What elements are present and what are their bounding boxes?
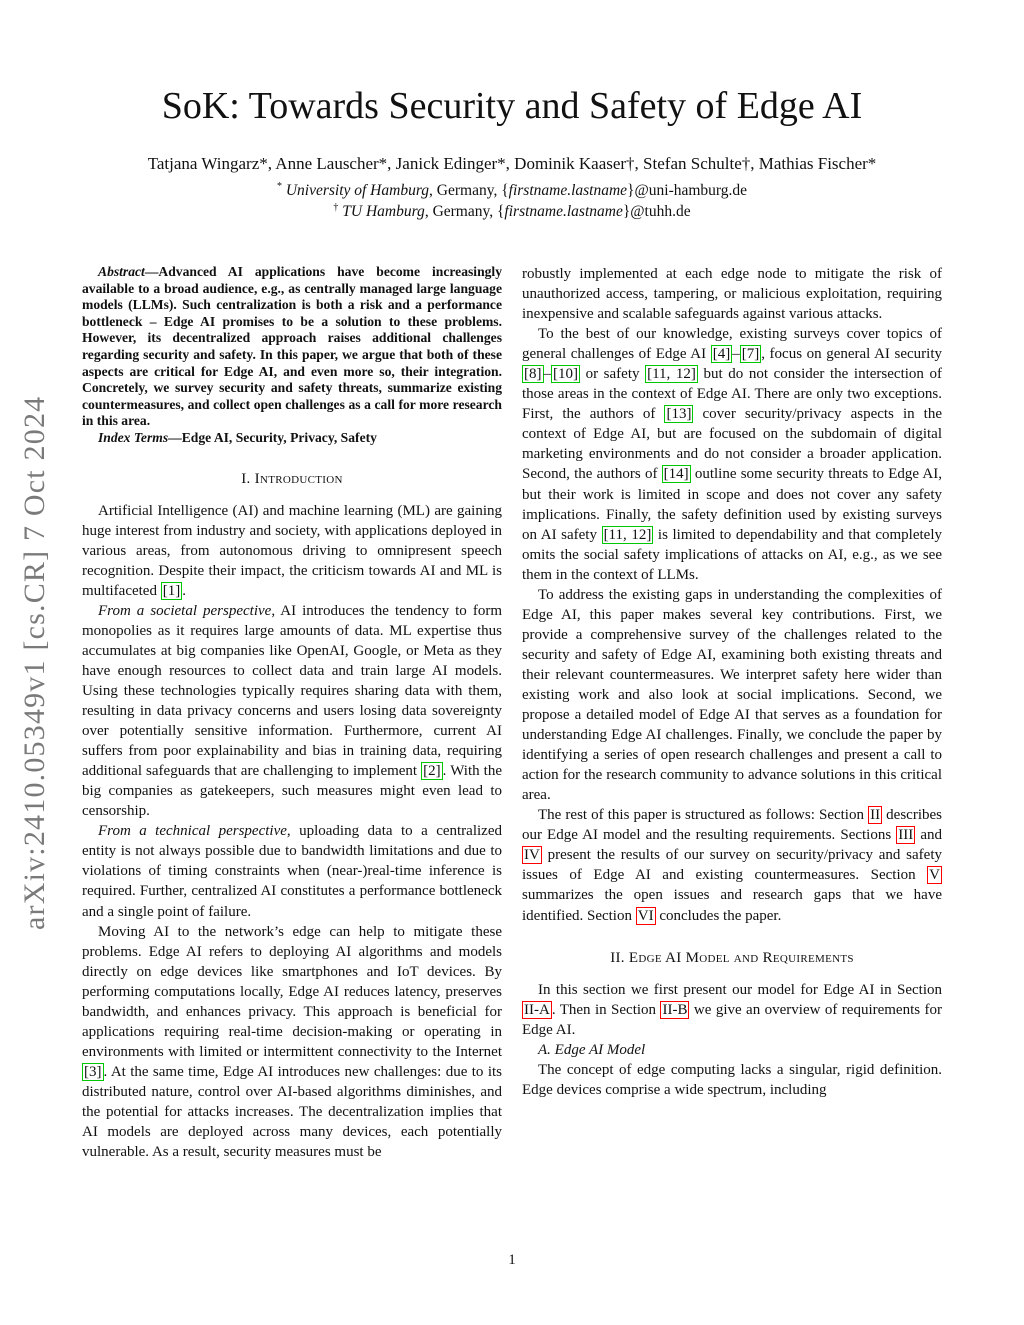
index-terms-label: Index Terms [98,429,169,445]
section-link[interactable]: II-A [524,1001,550,1018]
citation-link[interactable]: [1] [162,582,181,599]
citation-link[interactable]: [10] [553,366,578,383]
paragraph-lead: From a societal perspective [98,602,272,619]
paragraph: To address the existing gaps in understanding the complexities of Edge AI, this paper makes several key contributions. First, we provide a comprehensive survey of the challenges related to the security and safety of Edge AI, examining both existing threats and their relevant countermeasures. We interpret safety here wider than existing work and also look at social implications. Second, we propose a detailed model of Edge AI that serves as a foundation for understanding Edge AI challenges. Finally, we conclude the paper by identifying a series of open research challenges and present a call to action for the research community to advance solutions in this critical area. [522,586,942,804]
email-domain: }@uni-hamburg.de [627,182,748,200]
affiliation-mark: * [276,181,282,192]
paragraph-text: Moving AI to the network’s edge can help to mitigate these problems. Edge AI refers to deploying AI algorithms and models directly on edge devices like smartphones and IoT devices. By performing computations locally, Edge AI reduces latency, preserves bandwidth, and enhances privacy. This approach is beneficial for applications requiring real-time decision-making or operating in environments with limited or intermittent connectivity to the Internet [82,923,502,1060]
index-terms [82,430,502,447]
email-domain: }@tuhh.de [622,203,691,221]
paragraph [82,922,502,1163]
email-pattern: firstname.lastname [504,203,623,221]
paragraph-text: – [543,366,551,383]
citation-link[interactable]: [4] [712,346,731,363]
paragraph-text: we give an overview of requirements for Edge AI. [522,1001,942,1038]
abstract [82,264,502,430]
paragraph-text: but do not consider the intersection of those areas in the context of Edge AI. There are only two exceptions. First, the authors of [522,366,943,423]
paragraph-text: In this section we first present our model for Edge AI in Section [538,981,942,998]
paragraph-text: present the results of our survey on security/privacy and safety issues of Edge AI and existing countermeasures. Section [522,847,942,884]
paragraph-text: To the best of our knowledge, existing surveys cover topics of general challenges of Edge AI [522,326,942,363]
section-link[interactable]: IV [524,847,540,864]
paragraph-text: . Then in Section [551,1001,661,1018]
section-link[interactable]: II [870,807,881,824]
email-pattern: firstname.lastname [508,182,628,200]
paper-title: SoK: Towards Security and Safety of Edge AI [161,85,863,127]
section-link[interactable]: VI [637,907,654,924]
paragraph-text: . With the big companies as gatekeepers, such measures might even lead to censorship. [82,763,502,820]
citation-link[interactable]: [3] [84,1063,102,1080]
paragraph-text: Artificial Intelligence (AI) and machine learning (ML) are gaining huge interest from industry and society, with applications deployed in various areas, from autonomous driving to omnipresent speech recognition. Despite their impact, the criticism towards AI and ML is multifaceted [82,502,502,599]
paragraph-text: concludes the paper. [655,907,782,924]
affiliation-tuhh [0,198,1024,222]
page-number: 1 [508,1252,516,1268]
abstract-label: Abstract [98,264,145,279]
paragraph-lead: From a technical perspective [98,823,287,840]
citation-link[interactable]: [11, 12] [603,526,652,543]
paragraph: The concept of edge computing lacks a singular, rigid definition. Edge devices comprise a wide spectrum, including [522,1061,942,1098]
abstract-text: —Advanced AI applications have become increasingly available to a broad audience, e.g., as centrally managed large language models (LLMs). Such centralization is both a risk and a performance bottleneck – Edge AI promises to be a solution to these problems. However, its decentralized approach raises additional challenges regarding security and safety. In this paper, we argue that both of these aspects are critical for Edge AI, and even more so, their integration. Concretely, we survey security and safety threats, summarize existing countermeasures, and collect open challenges as a call for more research in this area. [82,264,502,429]
index-terms-text: —Edge AI, Security, Privacy, Safety [168,429,377,445]
author-list: Tatjana Wingarz*, Anne Lauscher*, Janick Edinger*, Dominik Kaaser†, Stefan Schulte†, Mathias Fischer* [147,154,877,173]
paragraph-text: and [915,827,942,844]
paragraph [522,805,942,925]
affiliation-rest: , Germany, { [424,203,505,221]
subsection-heading: A. Edge AI Model [538,1041,646,1058]
paragraph [522,980,942,1040]
section-title: Edge AI Model and Requirements [628,949,854,966]
paragraph [82,601,502,822]
section-link[interactable]: V [929,867,940,884]
citation-link[interactable]: [13] [666,406,692,423]
paragraph-text: or safety [580,366,646,383]
citation-link[interactable]: [7] [741,346,760,363]
citation-link[interactable]: [14] [663,466,689,483]
paragraph-text: is limited to dependability and that completely omits the social safety implications of attacks on AI, e.g., as we see them in the context of LLMs. [522,526,942,583]
affiliation-name: University of Hamburg [285,182,430,200]
citation-link[interactable]: [2] [423,763,441,780]
section-link[interactable]: III [898,827,914,844]
paragraph-text: describes our Edge AI model and the resulting requirements. Sections [522,807,942,844]
affiliation-name: TU Hamburg [342,203,425,221]
paragraph [82,821,502,921]
paragraph-text: outline some security threats to Edge AI, but their work is limited in scope and does not cover any safety implications. Finally, the safety definition used by existing surveys on AI safety [522,466,943,543]
section-link[interactable]: II-B [662,1001,688,1018]
paragraph-text: , uploading data to a centralized entity is not always possible due to bandwidth limitations and due to violations of timing constraints when (near-)real-time inference is required. Further, centralized AI constitutes a performance bottleneck and a single point of failure. [82,823,502,920]
section-number: I. [241,470,255,487]
affiliation-mark: † [333,202,339,213]
section-heading-model [522,948,942,968]
section-title: Introduction [254,470,343,487]
citation-link[interactable]: [11, 12] [647,366,696,383]
affiliation-rest: , Germany, { [429,182,509,200]
paragraph [82,501,502,601]
paragraph: robustly implemented at each edge node to mitigate the risk of unauthorized access, tampering, or malicious exploitation, requiring inexpensive and scalable safeguards against various attacks. [522,266,942,323]
right-column [522,264,942,1100]
paragraph [522,324,942,585]
paragraph-text: summarizes the open issues and research gaps that we have identified. Section [522,887,942,924]
paragraph-text: The rest of this paper is structured as follows: Section [538,807,869,824]
paragraph-text: , focus on general AI security [761,346,942,363]
paragraph-text: . [182,582,186,599]
section-number: II. [610,949,629,966]
paragraph-text: . At the same time, Edge AI introduces new challenges: due to its distributed nature, control over AI-based algorithms diminishes, and the potential for attacks increases. The decentralization implies that AI models are deployed across many devices, each potentially vulnerable. As a result, security measures must be [82,1063,502,1161]
paragraph-text: – [732,346,740,363]
paragraph-text: cover security/privacy aspects in the context of Edge AI, but are focused on the subdomain of digital marketing environments and do not consider a broader application. Second, the authors of [522,406,942,483]
section-heading-introduction [82,469,502,489]
left-column [82,264,502,1162]
citation-link[interactable]: [8] [524,366,542,383]
paragraph-text: , AI introduces the tendency to form monopolies as it requires large amounts of data. ML expertise thus accumulates at big companies like OpenAI, Google, or Meta as they have enough resources to collect data and train large AI models. Using these technologies typically requires sharing data with them, resulting in data privacy concerns and users losing data sovereignty over potentially sensitive information. Furthermore, current AI suffers from poor explainability and bias in training data, requiring additional safeguards that are challenging to implement [82,602,502,780]
arxiv-identifier: arXiv:2410.05349v1 [cs.CR] 7 Oct 2024 [18,395,51,930]
